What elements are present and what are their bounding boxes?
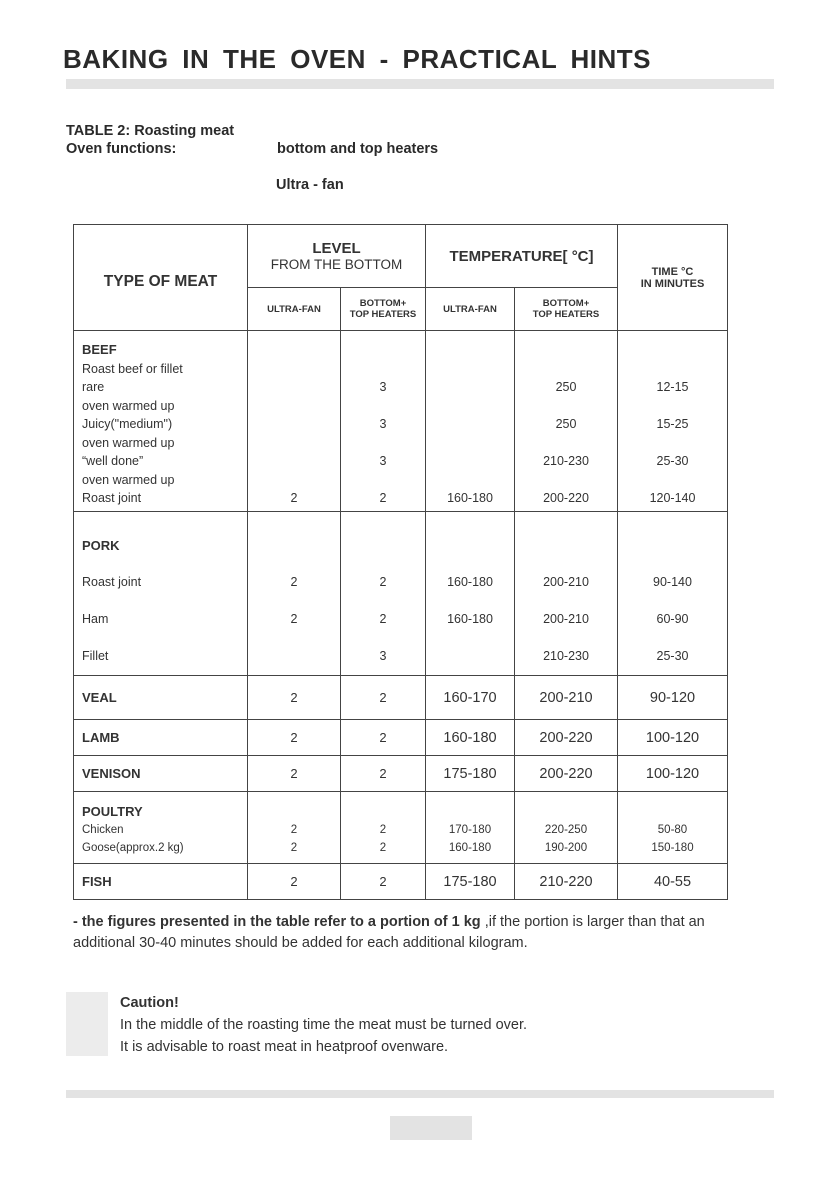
meat-label: Roast joint [82,575,142,589]
meat-label: Roast beef or fillet [82,361,183,376]
value [248,803,340,821]
poultry-time-cell [618,792,728,864]
beef-level-ultra-fan-cell [248,331,341,512]
value [515,434,617,453]
value: 160-180 [443,729,497,746]
value [426,378,514,397]
meat-label: oven warmed up [82,435,175,450]
value [341,360,425,379]
meat-label: Goose(approx.2 kg) [82,842,184,854]
value: 2 [379,689,387,705]
table-row-veal [74,676,728,720]
poultry-temp-bottom-top-cell [515,792,618,864]
value: 3 [379,380,387,394]
page-number-box [390,1116,472,1140]
venison-time-cell [618,756,728,792]
meat-label: VENISON [82,765,141,781]
value: 200-220 [543,491,589,505]
value [426,527,514,564]
value: 200-210 [543,612,589,626]
value: 2 [379,729,387,745]
fish-time-cell [618,864,728,900]
value: 25-30 [656,649,689,663]
fish-level-bottom-top-cell [341,864,426,900]
value: 210-230 [543,454,589,468]
veal-type-cell [74,676,248,720]
value [426,341,514,360]
roasting-table [73,224,728,900]
value [426,397,514,416]
value: 2 [290,612,298,626]
beef-level-bottom-top-cell [341,331,426,512]
value [515,341,617,360]
meat-label: “well done” [82,454,144,468]
value [426,471,514,490]
value: 200-210 [543,575,589,589]
meat-label: FISH [82,873,112,889]
value [248,471,340,490]
value [618,341,727,360]
table-row-venison [74,756,728,792]
value: 160-180 [448,842,492,854]
beef-temp-bottom-top-cell [515,331,618,512]
footer-divider [66,1090,774,1098]
beef-time-cell [618,331,728,512]
venison-level-bottom-top-cell [341,756,426,792]
value [515,803,617,821]
value: 2 [379,873,387,889]
value: 2 [290,575,298,589]
header-type: TYPE OF MEAT [74,225,248,331]
portion-note: - the figures presented in the table refer to a portion of 1 kg ,if the portion is larger than that an additional 30-40 minutes should be added for each additional kilogram. [73,914,705,951]
header-level-ultra-fan: ULTRA-FAN [248,288,341,331]
value [248,360,340,379]
pork-temp-bottom-top-cell [515,512,618,676]
value [248,638,340,675]
value [426,452,514,471]
table-row-beef [74,331,728,512]
value: 2 [379,612,387,626]
meat-label: BEEF [82,342,117,357]
pork-temp-ultra-fan-cell [426,512,515,676]
header-divider [66,79,774,89]
meat-label: POULTRY [82,804,143,819]
value [341,471,425,490]
value [341,341,425,360]
value [341,397,425,416]
beef-type-cell [74,331,248,512]
value [426,803,514,821]
table-row-poultry [74,792,728,864]
poultry-type-cell [74,792,248,864]
value [618,434,727,453]
value: 160-180 [447,575,493,589]
value: 15-25 [656,417,689,431]
value: 200-220 [539,765,593,782]
fish-type-cell [74,864,248,900]
meat-label: Juicy("medium") [82,417,173,431]
meat-label: rare [82,380,105,394]
value: 175-180 [443,765,497,782]
value [515,471,617,490]
veal-temp-bottom-top-cell [515,676,618,720]
beef-temp-ultra-fan-cell [426,331,515,512]
fish-temp-bottom-top-cell [515,864,618,900]
poultry-level-bottom-top-cell [341,792,426,864]
value: 175-180 [443,873,497,890]
value [618,360,727,379]
pork-level-bottom-top-cell [341,512,426,676]
value [426,638,514,675]
value [426,415,514,434]
fish-level-ultra-fan-cell [248,864,341,900]
lamb-temp-bottom-top-cell [515,720,618,756]
value [618,803,727,821]
veal-temp-ultra-fan-cell [426,676,515,720]
value: 2 [379,824,387,836]
poultry-temp-ultra-fan-cell [426,792,515,864]
value: 60-90 [656,612,689,626]
value [426,360,514,379]
value: 190-200 [544,842,588,854]
poultry-level-ultra-fan-cell [248,792,341,864]
value: 200-220 [539,729,593,746]
value: 2 [290,491,298,505]
value [341,803,425,821]
value [248,527,340,564]
value: 2 [290,689,298,705]
header-temp-bottom-top: BOTTOM+ TOP HEATERS [515,288,618,331]
value: 250 [555,417,577,431]
meat-label: PORK [82,538,120,553]
pork-time-cell [618,512,728,676]
meat-label: oven warmed up [82,398,175,413]
value: 170-180 [448,824,492,836]
value: 220-250 [544,824,588,836]
function-ultra-fan: Ultra - fan [276,177,344,193]
value: 2 [379,575,387,589]
lamb-time-cell [618,720,728,756]
function-bottom-top: bottom and top heaters [277,141,439,157]
value: 200-210 [539,689,593,706]
value [618,471,727,490]
value: 90-140 [653,575,692,589]
meat-label: Roast joint [82,491,142,505]
meat-label: Ham [82,612,109,626]
page-title: BAKING IN THE OVEN - PRACTICAL HINTS [63,44,651,74]
caution-icon-box [66,992,108,1056]
table-row-lamb [74,720,728,756]
value [618,527,727,564]
value [248,434,340,453]
venison-temp-bottom-top-cell [515,756,618,792]
value [515,397,617,416]
value: 160-180 [447,612,493,626]
value: 2 [290,873,298,889]
value: 210-230 [543,649,589,663]
value: 3 [379,649,387,663]
table-row-fish [74,864,728,900]
value: 12-15 [656,380,689,394]
lamb-temp-ultra-fan-cell [426,720,515,756]
lamb-level-bottom-top-cell [341,720,426,756]
value: 2 [290,842,298,854]
caution-block: Caution! In the middle of the roasting time the meat must be turned over. It is advisable to roast meat in heatproof ovenware. [120,995,528,1055]
value: 2 [290,765,298,781]
value: 3 [379,417,387,431]
value: 250 [555,380,577,394]
veal-time-cell [618,676,728,720]
header-time: TIME °C IN MINUTES [618,225,728,331]
value: 3 [379,454,387,468]
veal-level-bottom-top-cell [341,676,426,720]
header-temp-ultra-fan: ULTRA-FAN [426,288,515,331]
value [248,397,340,416]
value: 2 [290,824,298,836]
pork-level-ultra-fan-cell [248,512,341,676]
meat-label: Fillet [82,649,109,663]
pork-type-cell [74,512,248,676]
lamb-level-ultra-fan-cell [248,720,341,756]
functions-label: Oven functions: [66,141,177,157]
table-label: TABLE 2: Roasting meat [66,123,235,139]
value [248,415,340,434]
value: 160-180 [447,491,493,505]
table-row-pork [74,512,728,676]
value [248,378,340,397]
meat-label: LAMB [82,729,120,745]
value: 2 [379,842,387,854]
value: 120-140 [649,491,696,505]
lamb-type-cell [74,720,248,756]
venison-type-cell [74,756,248,792]
header-temperature: TEMPERATURE[ °C] [426,225,618,288]
value: 25-30 [656,454,689,468]
value: 2 [379,765,387,781]
value [426,434,514,453]
veal-level-ultra-fan-cell [248,676,341,720]
value: 160-170 [443,689,497,706]
header-level: LEVEL FROM THE BOTTOM [248,225,426,288]
value [618,397,727,416]
value [248,341,340,360]
value: 2 [290,729,298,745]
venison-temp-ultra-fan-cell [426,756,515,792]
value: 40-55 [653,873,692,890]
meat-label: oven warmed up [82,472,175,487]
value: 150-180 [651,842,694,854]
value: 100-120 [645,729,700,746]
header-level-bottom-top: BOTTOM+ TOP HEATERS [341,288,426,331]
value: 50-80 [657,824,688,836]
venison-level-ultra-fan-cell [248,756,341,792]
meat-label: VEAL [82,689,117,705]
meat-label: Chicken [82,824,124,836]
value [341,527,425,564]
value: 100-120 [645,765,700,782]
value [248,452,340,471]
value: 90-120 [649,689,696,706]
value [515,527,617,564]
value [341,434,425,453]
fish-temp-ultra-fan-cell [426,864,515,900]
value: 210-220 [539,873,593,890]
value: 2 [379,491,387,505]
value [515,360,617,379]
